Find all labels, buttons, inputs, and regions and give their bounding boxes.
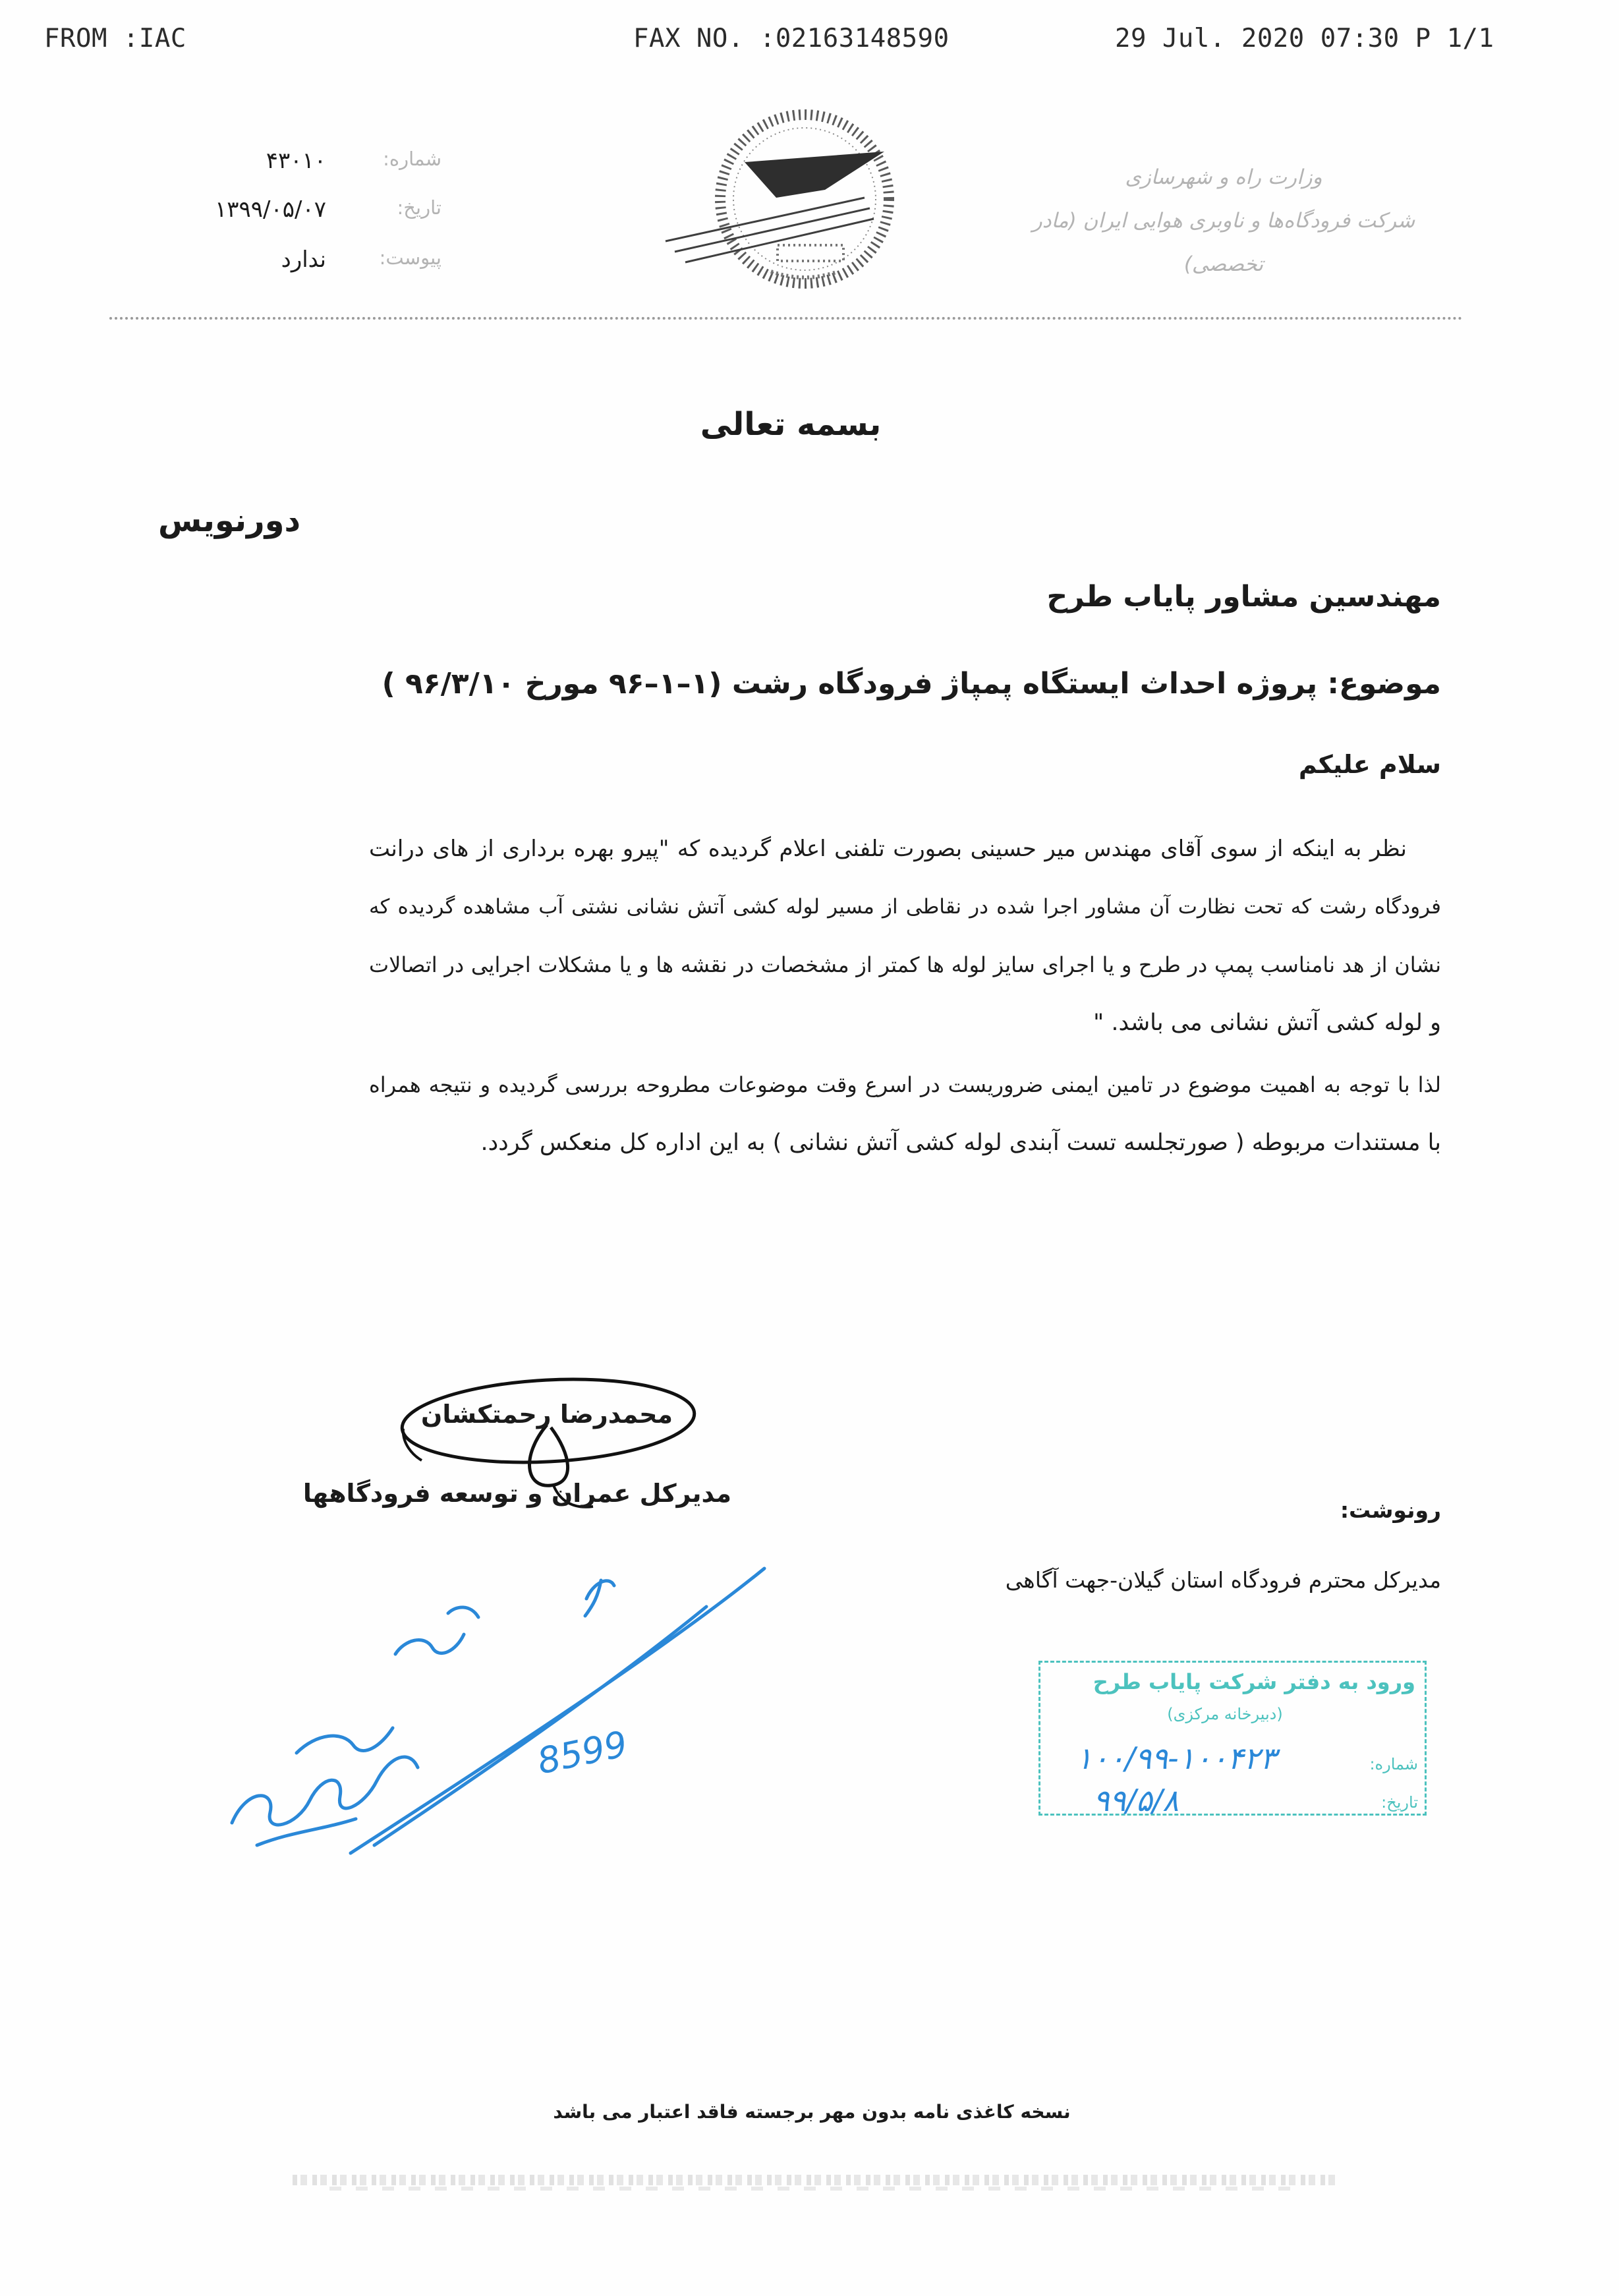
meta-attachment: ندارد bbox=[281, 246, 326, 273]
letterhead-ministry: وزارت راه و شهرسازی bbox=[1125, 165, 1322, 189]
stamp-title: ورود به دفتر شرکت پایاب طرح bbox=[1093, 1669, 1415, 1694]
letterhead bbox=[993, 156, 1454, 286]
received-stamp bbox=[1038, 1661, 1427, 1816]
transmission-type: دورنویس bbox=[158, 502, 301, 539]
stamp-date-handwritten: ۹۹/۵/۸ bbox=[1093, 1783, 1179, 1818]
greeting: سلام علیکم bbox=[1298, 750, 1441, 779]
stamp-date-label: تاریخ: bbox=[1381, 1793, 1418, 1812]
illegible-address-line-shadow bbox=[329, 2187, 1305, 2191]
stamp-number-label: شماره: bbox=[1369, 1755, 1418, 1773]
handwritten-signature bbox=[356, 1344, 778, 1568]
meta-date-label: تاریخ: bbox=[397, 196, 441, 219]
signatory-title: مدیرکل عمران و توسعه فرودگاهها bbox=[302, 1479, 731, 1508]
invocation: بسمه تعالی bbox=[700, 406, 882, 443]
airport-authority-logo-icon bbox=[646, 99, 962, 297]
letterhead-company: شرکت فرودگاه‌ها و ناوبری هوایی ایران (مادر تخصصی) bbox=[1032, 209, 1415, 276]
fax-timestamp: 29 Jul. 2020 07:30 P 1/1 bbox=[1115, 24, 1494, 53]
handwritten-number: 8599 bbox=[533, 1723, 631, 1783]
stamp-number-handwritten: ۱۰۰/۹۹-۱۰۰۴۲۳ bbox=[1076, 1740, 1276, 1776]
subject-line: موضوع: پروژه احداث ایستگاه پمپاژ فرودگاه رشت (۱–۱–۹۶ مورخ ۹۶/۳/۱۰ ) bbox=[382, 667, 1441, 701]
fax-number: FAX NO. :02163148590 bbox=[633, 24, 950, 53]
signatory-name: محمدرضا رحمتکشان bbox=[420, 1400, 673, 1429]
recipient: مهندسین مشاور پایاب طرح bbox=[1046, 580, 1441, 614]
body-line: نظر به اینکه از سوی آقای مهندس میر حسینی بصورت تلفنی اعلام گردیده که "پیرو بهره برداری از های درانت bbox=[369, 836, 1407, 862]
footer-notice: نسخه کاغذی نامه بدون مهر برجسته فاقد اعتبار می باشد bbox=[553, 2101, 1071, 2123]
header-divider bbox=[109, 317, 1463, 320]
body-line: لذا با توجه به اهمیت موضوع در تامین ایمنی ضروریست در اسرع وقت موضوعات مطروحه بررسی گردیده و نتیجه همراه bbox=[369, 1072, 1441, 1097]
cc-recipient: مدیرکل محترم فرودگاه استان گیلان-جهت آگاهی bbox=[1005, 1567, 1441, 1593]
cc-label: رونوشت: bbox=[1340, 1497, 1441, 1523]
body-line: با مستندات مربوطه ( صورتجلسه تست آبندی لوله کشی آتش نشانی ) به این اداره کل منعکس گردد. bbox=[480, 1130, 1441, 1156]
body-paragraph bbox=[369, 820, 1441, 1052]
illegible-address-line bbox=[293, 2175, 1340, 2185]
meta-attachment-label: پیوست: bbox=[379, 246, 441, 269]
meta-number: ۴۳۰۱۰ bbox=[266, 148, 326, 174]
stamp-subtitle: (دبیرخانه مرکزی) bbox=[1167, 1705, 1283, 1723]
body-line: نشان از هد نامناسب پمپ در طرح و یا اجرای سایز لوله ها کمتر از مشخصات در نقشه ها و یا مشکلات اجرایی در اتصالات bbox=[369, 952, 1441, 977]
handwritten-annotation bbox=[198, 1535, 791, 1878]
body-line: و لوله کشی آتش نشانی می باشد. " bbox=[1093, 1010, 1441, 1036]
meta-date: ۱۳۹۹/۰۵/۰۷ bbox=[214, 196, 326, 223]
meta-number-label: شماره: bbox=[383, 148, 441, 170]
body-line: فرودگاه رشت که تحت نظارت آن مشاور اجرا شده در نقاطی از مسیر لوله کشی آتش نشانی نشتی آب مشاهده گردیده که bbox=[369, 895, 1441, 919]
letter-body bbox=[369, 820, 1441, 1172]
fax-from: FROM :IAC bbox=[44, 24, 186, 53]
body-paragraph bbox=[369, 1056, 1441, 1172]
